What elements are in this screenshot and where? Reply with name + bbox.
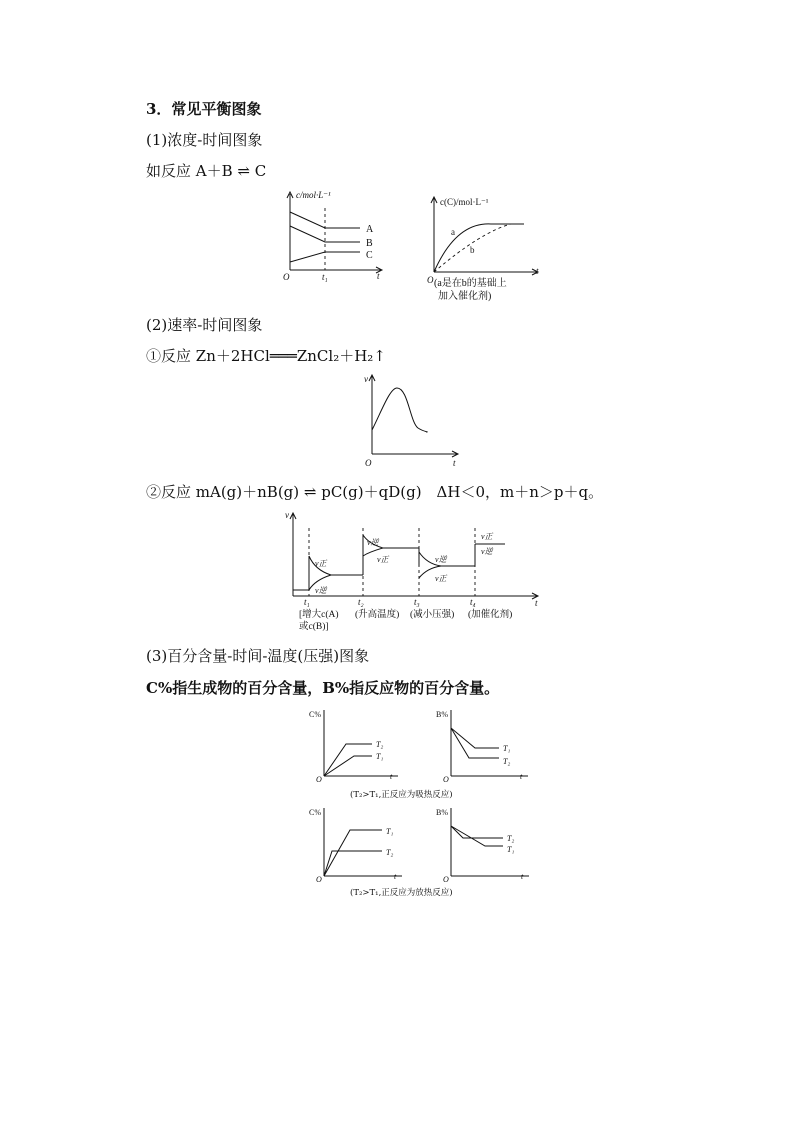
caption-reduce-pressure: (减小压强) bbox=[410, 610, 455, 620]
y-axis-label: v bbox=[285, 510, 289, 520]
rate-curve bbox=[372, 388, 427, 432]
section-heading: 3．常见平衡图象 bbox=[146, 100, 262, 118]
label-a: a bbox=[451, 227, 455, 237]
v-forward-4: v正 bbox=[481, 532, 493, 541]
tick-t1: t₁ bbox=[304, 597, 310, 607]
label-bottom: T₁ bbox=[507, 845, 515, 854]
equilibrium-shift-chart bbox=[283, 508, 545, 634]
caption-increase-concentration: [增大c(A) bbox=[299, 610, 339, 620]
y-axis-label: C% bbox=[309, 710, 321, 719]
subheading-concentration-time: (1)浓度-时间图象 bbox=[146, 131, 263, 149]
v-forward-1: v正 bbox=[315, 559, 327, 568]
v-reverse-1: v逆 bbox=[315, 586, 327, 595]
label-top: T₂ bbox=[376, 740, 384, 749]
note-line1: (a是在b的基础上 bbox=[434, 278, 507, 289]
caption-add-catalyst: (加催化剂) bbox=[468, 610, 513, 620]
curve-t1 bbox=[451, 826, 503, 846]
example-reaction: 如反应 A＋B ⇌ C bbox=[146, 162, 267, 180]
b-percent-endothermic-chart bbox=[433, 706, 533, 782]
y-axis-label: B% bbox=[436, 808, 448, 817]
curve-t2 bbox=[451, 728, 499, 758]
label-bottom: T₂ bbox=[503, 757, 511, 766]
v-reverse-3: v逆 bbox=[435, 555, 447, 564]
tick-t2: t₂ bbox=[358, 597, 364, 607]
label-b: B bbox=[366, 238, 373, 249]
caption-endothermic: (T₂>T₁,正反应为吸热反应) bbox=[350, 790, 453, 800]
subheading-percent-time: (3)百分含量-时间-温度(压强)图象 bbox=[146, 647, 370, 665]
tick-t3: t₃ bbox=[414, 597, 420, 607]
reaction-general: ②反应 mA(g)＋nB(g) ⇌ pC(g)＋qD(g) ΔH＜0，m＋n＞p＋q。 bbox=[146, 483, 604, 501]
v-forward-2: v正 bbox=[377, 555, 389, 564]
b-percent-exothermic-chart bbox=[433, 804, 533, 882]
caption-increase-concentration-2: 或c(B)] bbox=[299, 622, 329, 632]
v-reverse-2: v逆 bbox=[367, 538, 379, 547]
label-bottom: T₁ bbox=[376, 752, 384, 761]
curve-t2 bbox=[451, 826, 503, 838]
x-axis-label: t bbox=[377, 271, 380, 281]
v-reverse-4: v逆 bbox=[481, 547, 493, 556]
origin-label: O bbox=[283, 272, 290, 282]
subheading-rate-time: (2)速率-时间图象 bbox=[146, 316, 263, 334]
x-axis-label: t bbox=[536, 266, 539, 276]
tick-t4: t₄ bbox=[470, 597, 476, 607]
curve-t1 bbox=[324, 830, 382, 876]
caption-exothermic: (T₂>T₁,正反应为放热反应) bbox=[350, 888, 453, 898]
y-axis-label: v bbox=[364, 374, 368, 384]
y-axis-label: c(C)/mol·L⁻¹ bbox=[440, 197, 489, 207]
y-axis-label: c/mol·L⁻¹ bbox=[296, 190, 331, 200]
label-c: C bbox=[366, 250, 373, 261]
origin-label: O bbox=[365, 458, 372, 468]
label-bottom: T₂ bbox=[386, 848, 394, 857]
label-b: b bbox=[470, 245, 475, 255]
y-axis-label: B% bbox=[436, 710, 448, 719]
curve-a bbox=[434, 224, 524, 272]
y-axis-label: C% bbox=[309, 808, 321, 817]
curve-t1 bbox=[451, 728, 499, 748]
x-axis-label: t bbox=[394, 872, 397, 881]
label-top: T₂ bbox=[507, 834, 515, 843]
origin-label: O bbox=[427, 275, 434, 285]
x-axis-label: t bbox=[520, 772, 523, 781]
c-percent-endothermic-chart bbox=[306, 706, 402, 782]
origin-label: O bbox=[316, 775, 322, 784]
origin-label: O bbox=[316, 875, 322, 884]
v-forward-3: v正 bbox=[435, 574, 447, 583]
label-a: A bbox=[366, 224, 374, 235]
curve-t2 bbox=[324, 851, 382, 876]
caption-raise-temperature: (升高温度) bbox=[355, 610, 400, 620]
concentration-time-chart bbox=[280, 188, 390, 283]
label-top: T₁ bbox=[503, 744, 511, 753]
label-top: T₁ bbox=[386, 827, 394, 836]
definition-text: C%指生成物的百分含量，B%指反应物的百分含量。 bbox=[146, 679, 500, 697]
x-axis-label: t bbox=[535, 598, 538, 608]
x-axis-label: t bbox=[453, 458, 456, 468]
zinc-rate-chart bbox=[362, 370, 462, 472]
reaction-zn-hcl: ①反应 Zn＋2HCl═══ZnCl₂＋H₂↑ bbox=[146, 347, 386, 365]
c-percent-exothermic-chart bbox=[306, 804, 406, 882]
note-line2: 加入催化剂) bbox=[438, 291, 492, 302]
x-axis-label: t bbox=[390, 772, 393, 781]
catalyst-effect-chart bbox=[426, 192, 556, 304]
origin-label: O bbox=[443, 875, 449, 884]
t1-label: t₁ bbox=[322, 272, 328, 282]
x-axis-label: t bbox=[521, 872, 524, 881]
origin-label: O bbox=[443, 775, 449, 784]
